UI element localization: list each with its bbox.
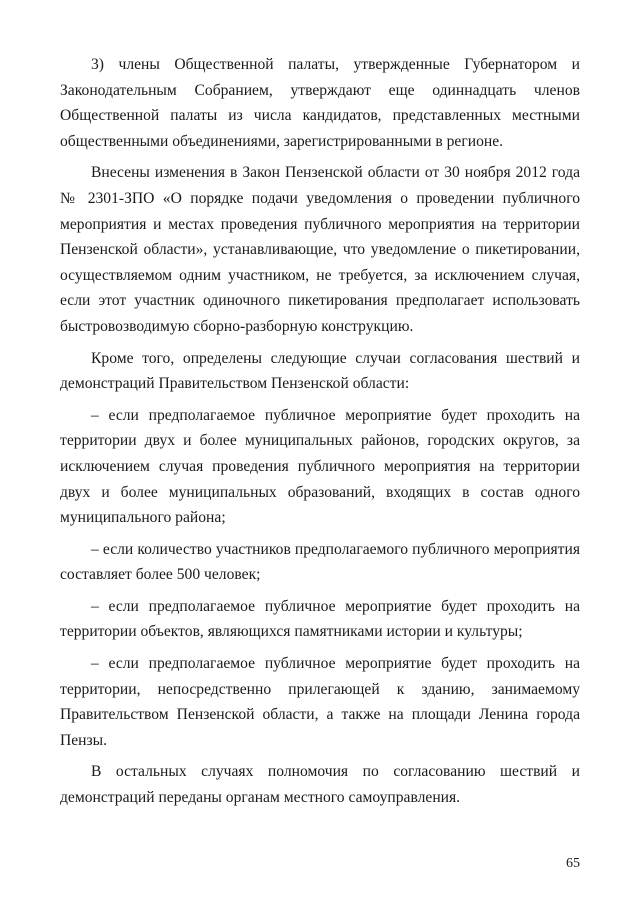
list-item-historical-monuments: – если предполагаемое публичное мероприятие будет проходить на территории объектов, являющихся памятниками истории и культуры; [60,597,580,641]
list-item-government-building: – если предполагаемое публичное мероприятие будет проходить на территории, непосредственно прилегающей к зданию, занимаемому Правительством Пензенской области, а также на площади Ленина города Пензы. [60,655,580,749]
page-number: 65 [566,856,580,871]
paragraph-approval-cases-intro: Кроме того, определены следующие случаи согласования шествий и демонстраций Правительством Пензенской области: [60,349,580,393]
list-item-participants-count: – если количество участников предполагаемого публичного мероприятия составляет более 500 человек; [60,540,580,584]
document-body [60,52,580,817]
paragraph-public-chamber-members: 3) члены Общественной палаты, утвержденные Губернатором и Законодательным Собранием, утверждают еще одиннадцать членов Общественной палаты из числа кандидатов, представленных местными общественными объединениями, зарегистрированными в регионе. [60,56,580,150]
paragraph-law-amendments: Внесены изменения в Закон Пензенской области от 30 ноября 2012 года № 2301-ЗПО «О порядке подачи уведомления о проведении публичного мероприятия и местах проведения публичного мероприятия на территории Пензенской области», устанавливающие, что уведомление о пикетировании, осуществляемом одним участником, не требуется, за исключением случая, если этот участник одиночного пикетирования предполагает использовать быстровозводимую сборно-разборную конструкцию. [60,164,580,335]
list-item-multiple-districts: – если предполагаемое публичное мероприятие будет проходить на территории двух и более муниципальных районов, городских округов, за исключением случая проведения публичного мероприятия на территории двух и более муниципальных образований, входящих в состав одного муниципального района; [60,406,580,527]
paragraph-local-authorities: В остальных случаях полномочия по согласованию шествий и демонстраций переданы органам местного самоуправления. [60,763,580,807]
